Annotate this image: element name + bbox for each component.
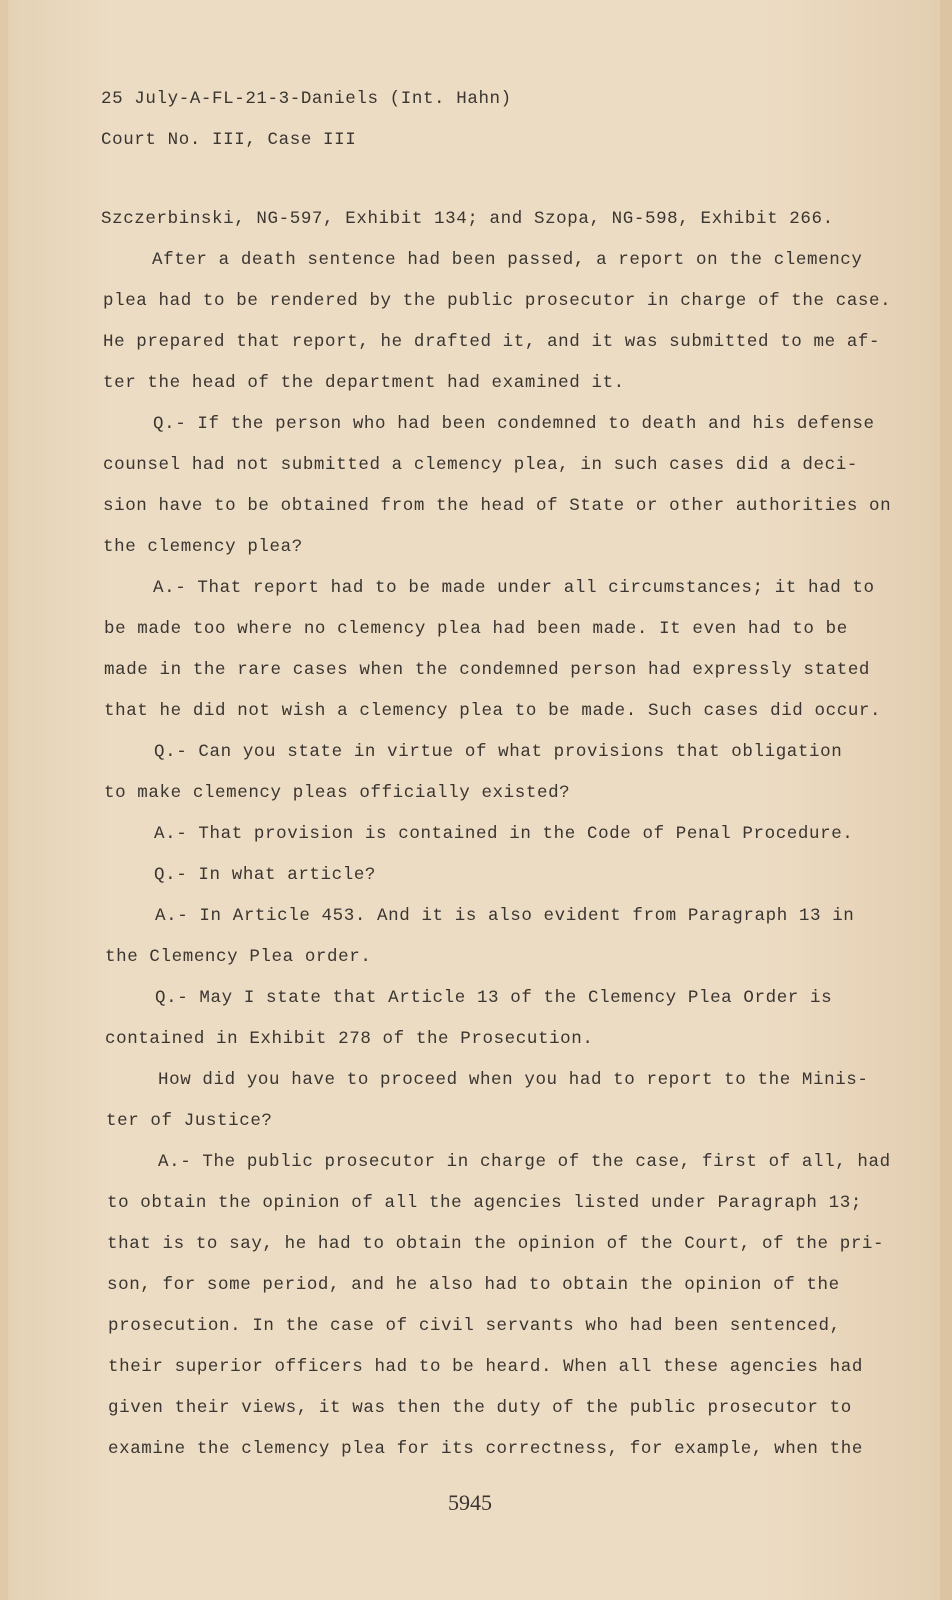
body-line: their superior officers had to be heard. When all these agencies had [108,1357,863,1377]
body-line: contained in Exhibit 278 of the Prosecution. [105,1029,594,1049]
body-line: Q.- May I state that Article 13 of the Clemency Plea Order is [155,988,833,1008]
body-line: plea had to be rendered by the public prosecutor in charge of the case. [103,291,892,311]
body-line: How did you have to proceed when you had to report to the Minis- [158,1070,869,1090]
body-line: Szczerbinski, NG-597, Exhibit 134; and Szopa, NG-598, Exhibit 266. [101,209,834,229]
body-line: After a death sentence had been passed, a report on the clemency [152,250,863,270]
body-line: the Clemency Plea order. [105,947,372,967]
body-line: A.- The public prosecutor in charge of the case, first of all, had [158,1152,891,1172]
body-line: A.- That report had to be made under all circumstances; it had to [153,578,875,598]
body-line: son, for some period, and he also had to obtain the opinion of the [107,1275,840,1295]
body-line: made in the rare cases when the condemned person had expressly stated [104,660,871,680]
body-line: ter of Justice? [106,1111,273,1131]
body-line: that is to say, he had to obtain the opinion of the Court, of the pri- [107,1234,885,1254]
body-line: that he did not wish a clemency plea to be made. Such cases did occur. [104,701,882,721]
paper-edge-left [0,0,8,1600]
body-line: A.- That provision is contained in the Code of Penal Procedure. [154,824,854,844]
body-line: He prepared that report, he drafted it, and it was submitted to me af- [103,332,881,352]
body-line: counsel had not submitted a clemency plea, in such cases did a deci- [103,455,858,475]
paper-edge-right [940,0,952,1600]
body-line: be made too where no clemency plea had been made. It even had to be [104,619,848,639]
body-line: examine the clemency plea for its correctness, for example, when the [108,1439,863,1459]
body-line: sion have to be obtained from the head of State or other authorities on [103,496,892,516]
header-line-1: 25 July-A-FL-21-3-Daniels (Int. Hahn) [101,89,512,109]
body-line: Q.- Can you state in virtue of what provisions that obligation [154,742,843,762]
body-line: A.- In Article 453. And it is also evident from Paragraph 13 in [155,906,855,926]
body-line: given their views, it was then the duty of the public prosecutor to [108,1398,852,1418]
body-line: ter the head of the department had examined it. [103,373,625,393]
body-line: Q.- If the person who had been condemned to death and his defense [153,414,875,434]
page-number: 5945 [448,1490,492,1515]
body-line: prosecution. In the case of civil servants who had been sentenced, [108,1316,841,1336]
body-line: the clemency plea? [103,537,303,557]
header-line-2: Court No. III, Case III [101,130,357,150]
body-line: Q.- In what article? [154,865,377,885]
body-line: to obtain the opinion of all the agencies listed under Paragraph 13; [107,1193,862,1213]
body-line: to make clemency pleas officially existed? [104,783,571,803]
